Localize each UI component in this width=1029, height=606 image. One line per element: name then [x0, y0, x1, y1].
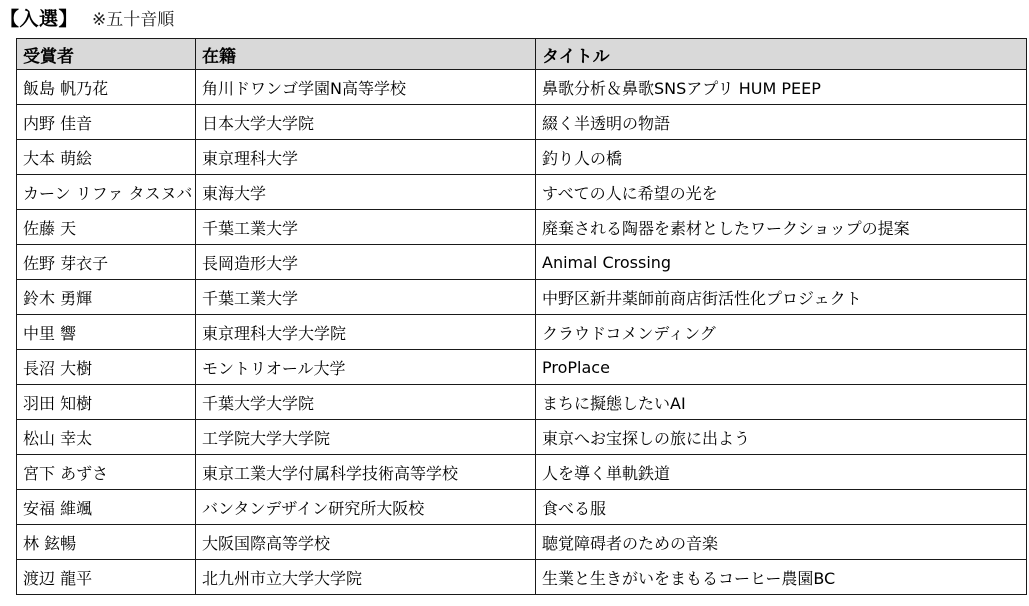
work-title: ProPlace	[536, 350, 1027, 385]
column-header-affiliation: 在籍	[196, 39, 536, 70]
column-header-winner: 受賞者	[17, 39, 196, 70]
affiliation: 日本大学大学院	[196, 105, 536, 140]
winner-name: 松山 幸太	[17, 420, 196, 455]
work-title: すべての人に希望の光を	[536, 175, 1027, 210]
affiliation: バンタンデザイン研究所大阪校	[196, 490, 536, 525]
winner-name: 林 鉉暢	[17, 525, 196, 560]
affiliation: 千葉大学大学院	[196, 385, 536, 420]
table-row	[17, 245, 1027, 280]
affiliation: モントリオール大学	[196, 350, 536, 385]
table-row	[17, 420, 1027, 455]
work-title: 廃棄される陶器を素材としたワークショップの提案	[536, 210, 1027, 245]
affiliation: 東京工業大学付属科学技術高等学校	[196, 455, 536, 490]
table-header	[17, 39, 1027, 70]
table-row	[17, 560, 1027, 595]
winner-name: 中里 響	[17, 315, 196, 350]
table-row	[17, 490, 1027, 525]
work-title: 中野区新井薬師前商店街活性化プロジェクト	[536, 280, 1027, 315]
winner-name: 飯島 帆乃花	[17, 70, 196, 105]
winner-name: 渡辺 龍平	[17, 560, 196, 595]
table-row	[17, 350, 1027, 385]
winner-name: 長沼 大樹	[17, 350, 196, 385]
header-row	[17, 39, 1027, 70]
table-row	[17, 280, 1027, 315]
work-title: 人を導く単軌鉄道	[536, 455, 1027, 490]
winner-name: 佐野 芽衣子	[17, 245, 196, 280]
affiliation: 長岡造形大学	[196, 245, 536, 280]
work-title: Animal Crossing	[536, 245, 1027, 280]
winner-name: 羽田 知樹	[17, 385, 196, 420]
affiliation: 東京理科大学大学院	[196, 315, 536, 350]
affiliation: 東京理科大学	[196, 140, 536, 175]
work-title: 東京へお宝探しの旅に出よう	[536, 420, 1027, 455]
affiliation: 工学院大学大学院	[196, 420, 536, 455]
table-row	[17, 455, 1027, 490]
winner-name: 佐藤 天	[17, 210, 196, 245]
winner-name: 内野 佳音	[17, 105, 196, 140]
work-title: まちに擬態したいAI	[536, 385, 1027, 420]
awards-table	[16, 38, 1027, 595]
table-row	[17, 385, 1027, 420]
table-row	[17, 105, 1027, 140]
work-title: 聴覚障碍者のための音楽	[536, 525, 1027, 560]
page-title: 【入選】	[0, 7, 79, 30]
affiliation: 千葉工業大学	[196, 210, 536, 245]
table-row	[17, 70, 1027, 105]
table-body	[17, 70, 1027, 595]
work-title: クラウドコメンディング	[536, 315, 1027, 350]
affiliation: 北九州市立大学大学院	[196, 560, 536, 595]
winner-name: 鈴木 勇輝	[17, 280, 196, 315]
winner-name: 安福 維颯	[17, 490, 196, 525]
affiliation: 角川ドワンゴ学園N高等学校	[196, 70, 536, 105]
table-row	[17, 315, 1027, 350]
winner-name: 大本 萌絵	[17, 140, 196, 175]
winner-name: 宮下 あずさ	[17, 455, 196, 490]
work-title: 釣り人の橋	[536, 140, 1027, 175]
work-title: 食べる服	[536, 490, 1027, 525]
table-row	[17, 525, 1027, 560]
table-row	[17, 140, 1027, 175]
affiliation: 千葉工業大学	[196, 280, 536, 315]
table-row	[17, 175, 1027, 210]
work-title: 綴く半透明の物語	[536, 105, 1027, 140]
affiliation: 東海大学	[196, 175, 536, 210]
work-title: 鼻歌分析＆鼻歌SNSアプリ HUM PEEP	[536, 70, 1027, 105]
table-row	[17, 210, 1027, 245]
work-title: 生業と生きがいをまもるコーヒー農園BC	[536, 560, 1027, 595]
winner-name: カーン リファ タスヌバ	[17, 175, 196, 210]
page-header	[0, 2, 174, 32]
column-header-title: タイトル	[536, 39, 1027, 70]
affiliation: 大阪国際高等学校	[196, 525, 536, 560]
sort-note: ※五十音順	[92, 9, 175, 30]
